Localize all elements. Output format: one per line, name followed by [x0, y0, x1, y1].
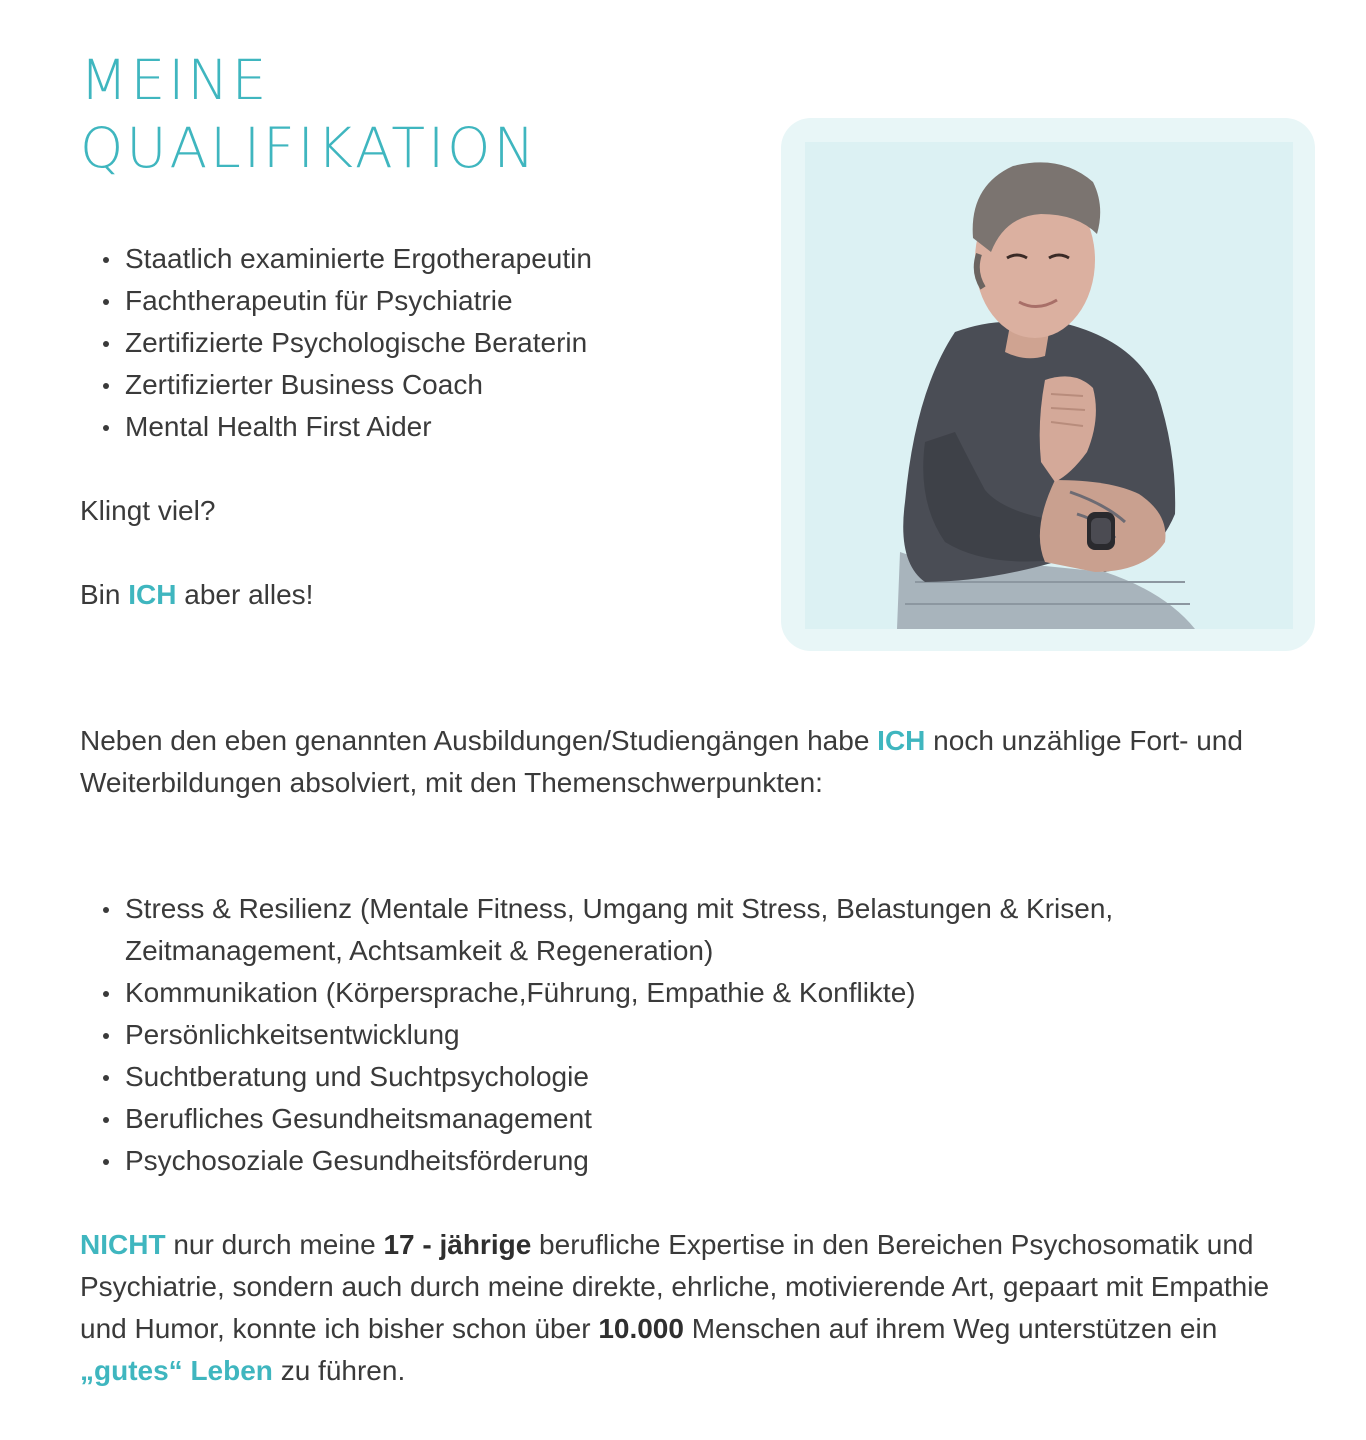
bin-highlight: ICH	[128, 579, 177, 610]
nicht-text-1: nur durch meine	[165, 1229, 384, 1260]
nicht-text-3: Menschen auf ihrem Weg unterstützen ein	[683, 1313, 1218, 1344]
topic-item: Berufliches Gesundheitsmanagement	[100, 1098, 1300, 1140]
page-title-line-2: QUALIFIKATION	[80, 116, 538, 180]
bin-before: Bin	[80, 579, 129, 610]
nicht-highlight-gutes-leben: „gutes“ Leben	[80, 1355, 273, 1386]
bin-after: aber alles!	[176, 579, 314, 610]
klingt-viel-text: Klingt viel?	[80, 495, 216, 526]
qualification-item: Staatlich examinierte Ergotherapeutin	[100, 238, 780, 280]
neben-before: Neben den eben genannten Ausbildungen/Studiengängen habe	[80, 725, 878, 756]
portrait-photo	[805, 142, 1293, 629]
nicht-bold-count: 10.000	[598, 1313, 684, 1344]
qualification-list	[100, 238, 780, 448]
portrait-frame	[781, 118, 1315, 651]
person-portrait-icon	[805, 142, 1293, 629]
qualification-item: Zertifizierte Psychologische Beraterin	[100, 322, 780, 364]
bin-ich-text	[80, 574, 680, 616]
page-title-line-1: MEINE	[80, 48, 270, 112]
nicht-text-4: zu führen.	[272, 1355, 406, 1386]
qualification-item: Fachtherapeutin für Psychiatrie	[100, 280, 780, 322]
qualification-item: Mental Health First Aider	[100, 406, 780, 448]
neben-highlight: ICH	[877, 725, 926, 756]
page-title	[80, 46, 780, 182]
topic-item: Kommunikation (Körpersprache,Führung, Empathie & Konflikte)	[100, 972, 1300, 1014]
nicht-text-2: berufliche Expertise in den Bereichen Psychosomatik und Psychiatrie, sondern auch durch meine direkte, ehrliche, motivierende Art, gepaart mit Empathie und Humor, konnte ich bisher schon über	[80, 1229, 1270, 1344]
topic-item: Stress & Resilienz (Mentale Fitness, Umgang mit Stress, Belastungen & Krisen, Zeitmanagement, Achtsamkeit & Regeneration)	[100, 888, 1300, 972]
topic-list	[100, 888, 1300, 1182]
topic-item: Persönlichkeitsentwicklung	[100, 1014, 1300, 1056]
topic-item: Psychosoziale Gesundheitsförderung	[100, 1140, 1300, 1182]
neben-after: noch unzählige Fort- und Weiterbildungen absolviert, mit den Themenschwerpunkten:	[80, 725, 1243, 798]
neben-paragraph	[80, 720, 1280, 804]
nicht-paragraph	[80, 1224, 1290, 1392]
qualification-item: Zertifizierter Business Coach	[100, 364, 780, 406]
nicht-highlight: NICHT	[80, 1229, 166, 1260]
nicht-bold-years: 17 - jährige	[383, 1229, 532, 1260]
topic-item: Suchtberatung und Suchtpsychologie	[100, 1056, 1300, 1098]
